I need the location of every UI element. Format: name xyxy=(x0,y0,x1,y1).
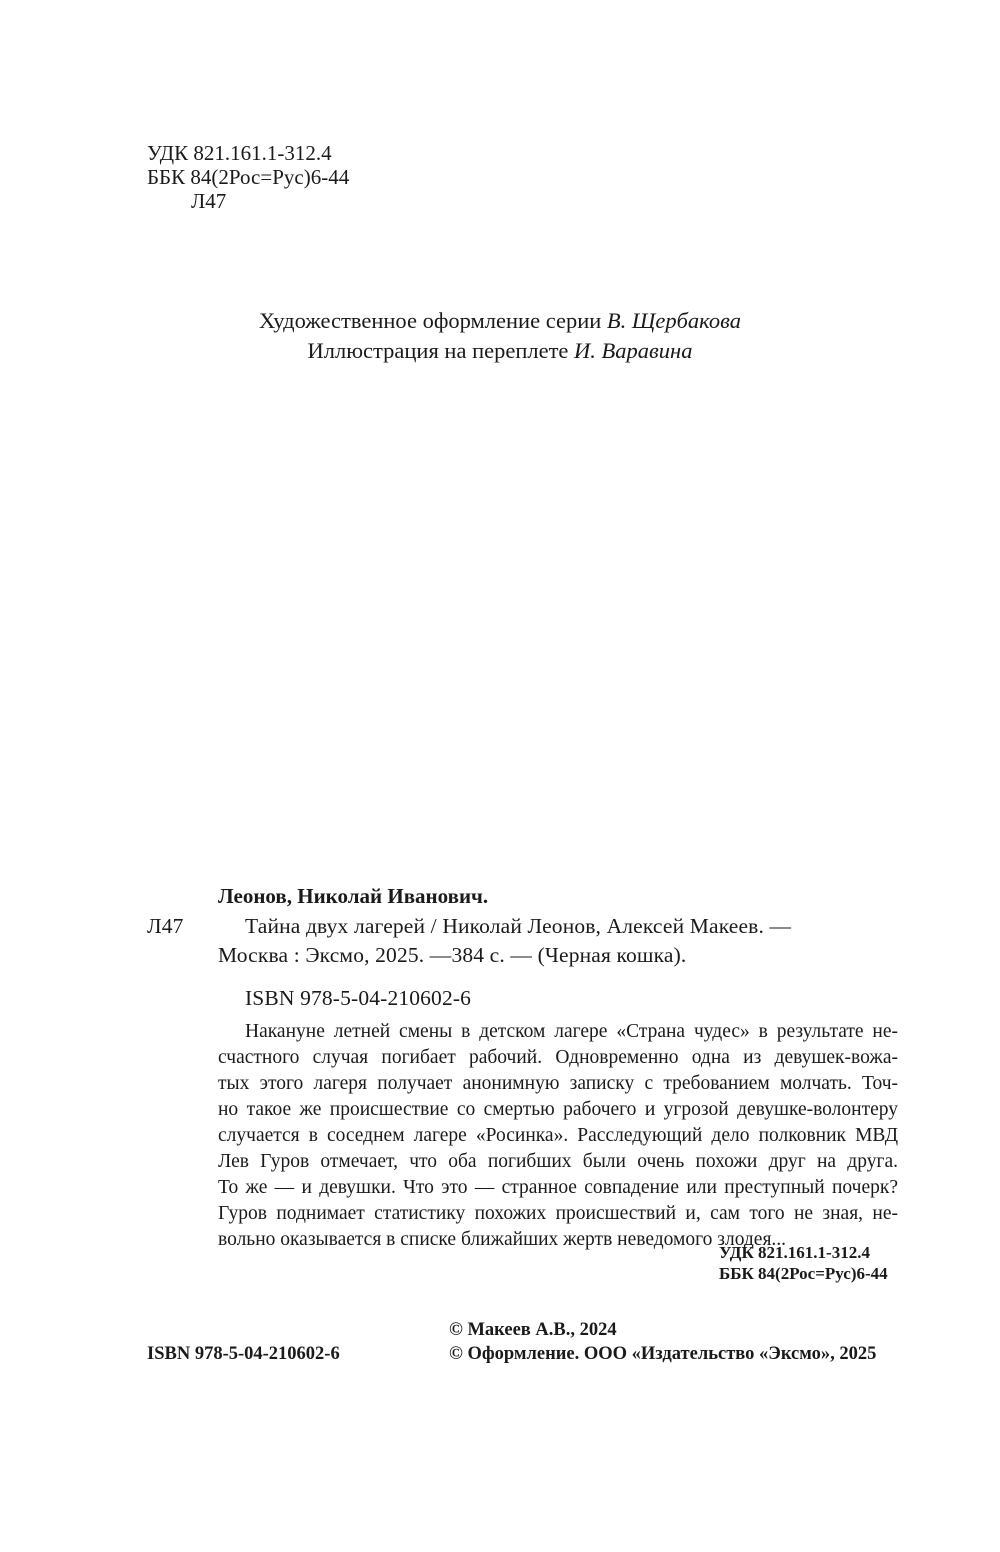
annotation-line: Гуров поднимает статистику похожих происшествий и, сам того не зная, не- xyxy=(218,1203,898,1224)
catalog-author-sign: Л47 xyxy=(147,914,184,938)
annotation-line: Лев Гуров отмечает, что оба погибших были очень похожи друг на друга. xyxy=(218,1151,898,1172)
catalog-title-line-1: Тайна двух лагерей / Николай Леонов, Алексей Макеев. — xyxy=(245,914,792,938)
annotation-line: счастного случая погибает рабочий. Одновременно одна из девушек-вожа- xyxy=(218,1047,898,1068)
cover-illustration-label: Иллюстрация на переплете xyxy=(307,338,575,363)
udk-code: УДК 821.161.1-312.4 xyxy=(147,141,332,165)
annotation-line: но такое же происшествие со смертью рабочего и угрозой девушке-волонтеру xyxy=(218,1099,898,1120)
series-design-name: В. Щербакова xyxy=(606,308,741,333)
card-bbk-code: ББК 84(2Рос=Рус)6-44 xyxy=(719,1264,888,1283)
copyright-design: © Оформление. ООО «Издательство «Эксмо», 2025 xyxy=(449,1344,877,1364)
catalog-author-heading: Леонов, Николай Иванович. xyxy=(218,884,489,908)
footer-isbn: ISBN 978-5-04-210602-6 xyxy=(147,1344,340,1364)
copyright-author: © Макеев А.В., 2024 xyxy=(449,1320,617,1340)
catalog-isbn: ISBN 978-5-04-210602-6 xyxy=(245,986,472,1010)
annotation xyxy=(218,1019,898,1253)
series-design-credit xyxy=(0,306,1000,336)
annotation-line: случается в соседнем лагере «Росинка». Расследующий дело полковник МВД xyxy=(218,1125,898,1146)
cover-illustration-name: И. Варавина xyxy=(574,338,693,363)
card-udk-code: УДК 821.161.1-312.4 xyxy=(719,1243,870,1262)
bbk-code: ББК 84(2Рос=Рус)6-44 xyxy=(147,165,350,189)
annotation-line: Накануне летней смены в детском лагере «Страна чудес» в результате не- xyxy=(245,1021,898,1042)
series-design-label: Художественное оформление серии xyxy=(259,308,607,333)
annotation-line: То же — и девушки. Что это — странное совпадение или преступный почерк? xyxy=(218,1177,898,1198)
catalog-title-line-2: Москва : Эксмо, 2025. —384 с. — (Черная кошка). xyxy=(218,943,687,967)
cover-illustration-credit xyxy=(0,336,1000,366)
author-sign: Л47 xyxy=(191,189,227,213)
annotation-line: тых этого лагеря получает анонимную записку с требованием молчать. Точ- xyxy=(218,1073,898,1094)
annotation-line: вольно оказывается в списке ближайших жертв неведомого злодея... xyxy=(218,1229,787,1250)
